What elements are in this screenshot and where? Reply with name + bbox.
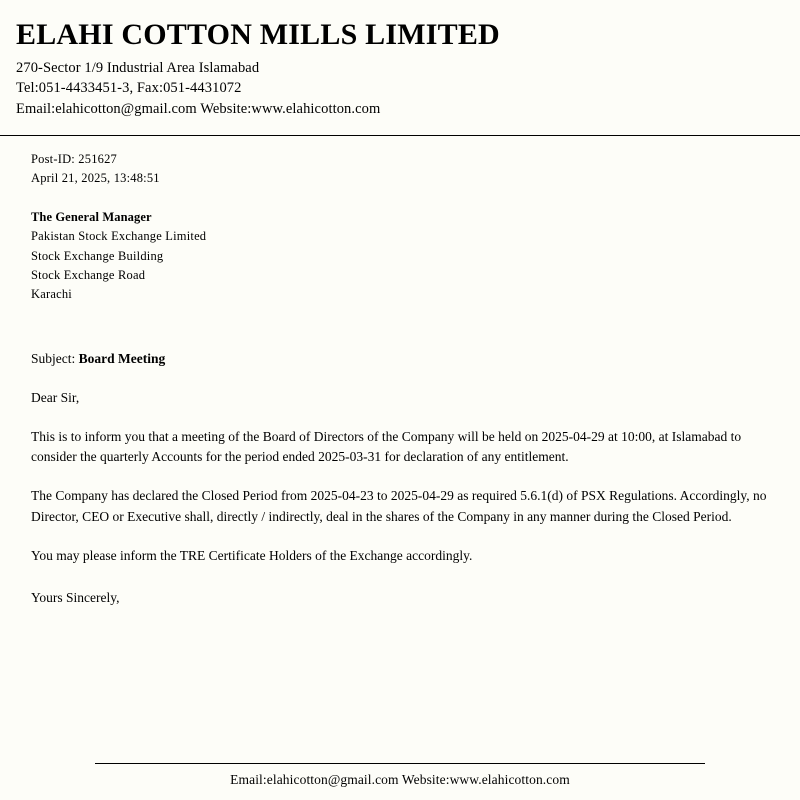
company-phone: Tel:051-4433451-3, Fax:051-4431072 (16, 80, 242, 97)
recipient-city: Karachi (31, 287, 72, 302)
paragraph-closed-period: The Company has declared the Closed Period from 2025-04-23 to 2025-04-29 as required 5.6.1(d) of PSX Regulations. Accordingly, no Director, CEO or Executive shall, directly / indirectly, deal in the shares of the Company in any manner during the Closed Period. (31, 488, 767, 524)
recipient-block (31, 208, 772, 305)
footer (0, 763, 800, 788)
recipient-street: Stock Exchange Road (31, 267, 146, 282)
recipient-title: The General Manager (31, 209, 152, 224)
subject-value: Board Meeting (78, 350, 166, 366)
salutation: Dear Sir, (31, 390, 80, 406)
company-contact: Email:elahicotton@gmail.com Website:www.elahicotton.com (16, 100, 381, 117)
subject-line (31, 349, 772, 369)
company-name: ELAHI COTTON MILLS LIMITED (16, 18, 500, 51)
recipient-building: Stock Exchange Building (31, 248, 164, 263)
post-id: Post-ID: 251627 (31, 152, 117, 167)
letterhead (0, 0, 800, 125)
paragraph-meeting-notice: This is to inform you that a meeting of the Board of Directors of the Company will be held on 2025-04-29 at 10:00, at Islamabad to consider the quarterly Accounts for the period ended 2025-03-31 for declaration of any entitlement. (31, 428, 742, 465)
paragraph-inform-holders: You may please inform the TRE Certificate Holders of the Exchange accordingly. (31, 547, 473, 563)
company-address: 270-Sector 1/9 Industrial Area Islamabad (16, 59, 260, 76)
post-datetime: April 21, 2025, 13:48:51 (31, 171, 160, 186)
closing-line: Yours Sincerely, (31, 590, 120, 606)
letter-body (0, 136, 800, 607)
footer-divider (95, 763, 705, 764)
recipient-organization: Pakistan Stock Exchange Limited (31, 229, 207, 244)
footer-contact: Email:elahicotton@gmail.com Website:www.elahicotton.com (230, 772, 570, 787)
subject-label: Subject: (31, 350, 76, 366)
